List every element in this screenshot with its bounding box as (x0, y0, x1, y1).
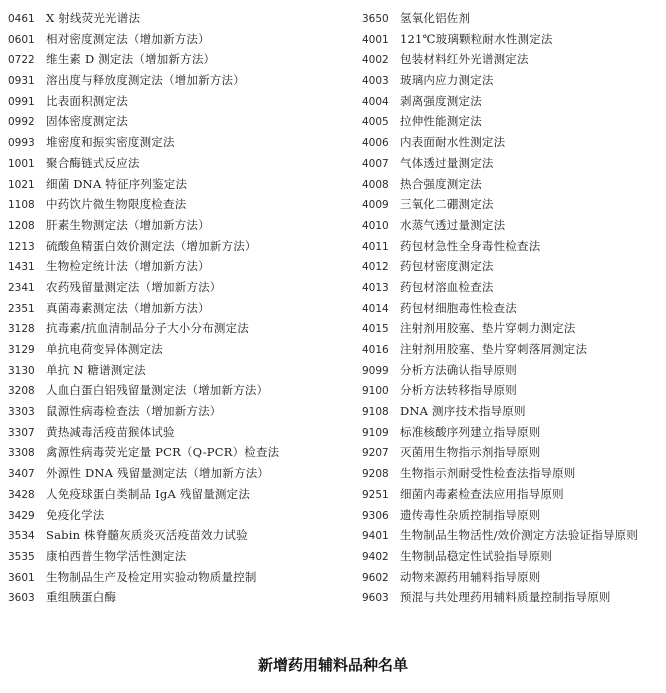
list-item (8, 318, 358, 339)
list-item (362, 422, 662, 443)
item-name: 抗毒素/抗血清制品分子大小分布测定法 (46, 321, 249, 336)
item-code: 3129 (8, 344, 35, 356)
item-code: 3603 (8, 592, 35, 605)
item-name: 肝素生物测定法（增加新方法） (46, 217, 210, 232)
list-item (8, 587, 358, 608)
item-code: 9603 (362, 592, 389, 605)
item-code: 3428 (8, 488, 35, 501)
list-item (362, 8, 662, 29)
item-name: 药包材细胞毒性检查法 (400, 300, 517, 315)
item-name: 农药残留量测定法（增加新方法） (46, 279, 222, 294)
item-code: 4010 (362, 219, 389, 232)
item-name: 剥离强度测定法 (400, 93, 482, 108)
list-item (8, 70, 358, 91)
item-name: 预混与共处理药用辅料质量控制指导原则 (400, 590, 611, 605)
item-name: 药包材溶血检查法 (400, 279, 494, 294)
item-name: 药包材密度测定法 (400, 259, 494, 274)
item-name: 人血白蛋白铝残留量测定法（增加新方法） (46, 383, 269, 398)
item-name: 黄热减毒活疫苗猴体试验 (46, 424, 175, 439)
item-code: 3303 (8, 406, 35, 419)
item-name: 水蒸气透过量测定法 (400, 217, 506, 232)
item-code: 3650 (362, 13, 389, 25)
list-item (362, 442, 662, 463)
item-code: 0991 (8, 95, 35, 108)
item-name: 包装材料红外光谱测定法 (400, 52, 529, 67)
item-code: 0722 (8, 54, 35, 67)
item-name: 免疫化学法 (46, 507, 105, 522)
list-item (362, 360, 662, 381)
list-item (8, 215, 358, 236)
list-item (362, 132, 662, 153)
item-name: 硫酸鱼精蛋白效价测定法（增加新方法） (46, 238, 257, 253)
item-name: 相对密度测定法（增加新方法） (46, 31, 210, 46)
item-code: 3128 (8, 323, 35, 336)
list-item (8, 174, 358, 195)
list-item (362, 505, 662, 526)
list-item (362, 277, 662, 298)
item-name: 康柏西普生物学活性测定法 (46, 548, 187, 563)
item-code: 3407 (8, 468, 35, 481)
list-item (8, 339, 358, 360)
list-item (362, 174, 662, 195)
item-name: 注射剂用胶塞、垫片穿刺落屑测定法 (400, 342, 588, 356)
item-code: 1208 (8, 219, 35, 232)
item-name: DNA 测序技术指导原则 (400, 404, 526, 419)
list-item (8, 463, 358, 484)
list-item (8, 360, 358, 381)
list-item (8, 525, 358, 546)
item-name: 鼠源性病毒检查法（增加新方法） (46, 404, 222, 419)
item-name: 固体密度测定法 (46, 114, 128, 129)
list-item (8, 505, 358, 526)
item-name: 内表面耐水性测定法 (400, 135, 506, 150)
item-name: 真菌毒素测定法（增加新方法） (46, 300, 210, 315)
item-code: 4011 (362, 240, 389, 253)
list-item (8, 91, 358, 112)
item-code: 4012 (362, 261, 389, 274)
item-name: 气体透过量测定法 (400, 155, 494, 170)
item-code: 4005 (362, 116, 389, 129)
list-item (8, 484, 358, 505)
item-code: 4008 (362, 178, 389, 191)
item-code: 4007 (362, 157, 389, 170)
item-code: 3308 (8, 447, 35, 460)
item-code: 4003 (362, 75, 389, 88)
list-item (8, 8, 358, 29)
item-name: 药包材急性全身毒性检查法 (400, 238, 541, 253)
item-name: 分析方法确认指导原则 (400, 362, 517, 377)
item-code: 3307 (8, 426, 35, 439)
list-item (362, 380, 662, 401)
item-code: 4015 (362, 323, 389, 336)
item-name: 中药饮片微生物限度检查法 (46, 197, 187, 212)
list-item (362, 256, 662, 277)
item-name: 拉伸性能测定法 (400, 114, 482, 129)
list-item (8, 153, 358, 174)
item-code: 1001 (8, 157, 35, 170)
item-code: 4014 (362, 302, 389, 315)
item-code: 9208 (362, 468, 389, 481)
item-name: 121℃玻璃颗粒耐水性测定法 (400, 31, 553, 46)
list-item (362, 49, 662, 70)
item-name: 氢氧化铝佐剂 (400, 11, 471, 25)
item-code: 9109 (362, 426, 389, 439)
item-name: 分析方法转移指导原则 (400, 383, 517, 398)
item-name: 注射剂用胶塞、垫片穿刺力测定法 (400, 321, 576, 336)
item-name: 热合强度测定法 (400, 176, 482, 191)
list-item (362, 546, 662, 567)
item-code: 9207 (362, 447, 389, 460)
list-item (8, 194, 358, 215)
item-code: 9401 (362, 530, 389, 543)
list-item (362, 484, 662, 505)
list-item (362, 587, 662, 608)
item-name: 重组胰蛋白酶 (46, 590, 117, 605)
item-code: 4001 (362, 33, 389, 46)
list-item (8, 442, 358, 463)
list-item (8, 298, 358, 319)
item-code: 0461 (8, 13, 35, 25)
list-item (362, 236, 662, 257)
list-item (362, 318, 662, 339)
image-caption: 新增药用辅料品种名单 (257, 656, 408, 674)
item-name: 比表面积测定法 (46, 93, 128, 108)
item-name: 玻璃内应力测定法 (400, 73, 494, 88)
item-code: 4002 (362, 54, 389, 67)
item-code: 3534 (8, 530, 35, 543)
item-code: 0993 (8, 137, 35, 150)
list-item (362, 401, 662, 422)
item-code: 3429 (8, 509, 35, 522)
item-code: 3208 (8, 385, 35, 398)
list-item (362, 298, 662, 319)
list-item (8, 422, 358, 443)
item-name: 维生素 D 测定法（增加新方法） (46, 52, 216, 67)
list-item (362, 215, 662, 236)
item-name: 动物来源药用辅料指导原则 (400, 569, 541, 584)
list-item (8, 401, 358, 422)
item-name: 三氧化二硼测定法 (400, 197, 494, 212)
list-item (8, 29, 358, 50)
item-code: 0601 (8, 33, 35, 46)
list-item (8, 546, 358, 567)
item-code: 1431 (8, 261, 35, 274)
list-item (362, 567, 662, 588)
item-name: 细菌内毒素检查法应用指导原则 (400, 486, 564, 501)
item-name: Sabin 株脊髓灰质炎灭活疫苗效力试验 (46, 528, 248, 543)
item-name: 堆密度和振实密度测定法 (46, 135, 175, 150)
item-name: 标准核酸序列建立指导原则 (400, 424, 541, 439)
item-name: 灭菌用生物指示剂指导原则 (400, 445, 541, 460)
item-name: 细菌 DNA 特征序列鉴定法 (46, 176, 188, 191)
list-item (8, 236, 358, 257)
list-item (362, 339, 662, 360)
list-item (362, 463, 662, 484)
list-item (8, 132, 358, 153)
item-name: 禽源性病毒荧光定量 PCR（Q-PCR）检查法 (46, 445, 280, 460)
item-code: 2341 (8, 281, 35, 294)
item-name: 生物制品生物活性/效价测定方法验证指导原则 (400, 528, 639, 543)
item-code: 3601 (8, 571, 35, 584)
item-code: 9108 (362, 406, 389, 419)
list-item (8, 380, 358, 401)
item-name: 聚合酶链式反应法 (46, 155, 140, 170)
item-code: 3535 (8, 550, 35, 563)
item-name: 单抗电荷变异体测定法 (46, 342, 163, 356)
item-code: 0992 (8, 116, 35, 129)
item-name: 人免疫球蛋白类制品 IgA 残留量测定法 (46, 486, 251, 501)
item-code: 9100 (362, 385, 389, 398)
right-column-list (362, 8, 662, 608)
list-item (362, 91, 662, 112)
list-item (362, 29, 662, 50)
item-code: 9602 (362, 571, 389, 584)
list-item (362, 153, 662, 174)
list-item (8, 256, 358, 277)
list-item (362, 70, 662, 91)
item-name: 外源性 DNA 残留量测定法（增加新方法） (46, 466, 270, 481)
item-code: 4016 (362, 344, 389, 356)
item-name: 生物指示剂耐受性检查法指导原则 (400, 466, 576, 481)
item-code: 0931 (8, 75, 35, 88)
item-name: 溶出度与释放度测定法（增加新方法） (46, 73, 245, 88)
item-code: 9306 (362, 509, 389, 522)
item-code: 4004 (362, 95, 389, 108)
item-code: 3130 (8, 364, 35, 377)
item-name: X 射线荧光光谱法 (46, 11, 141, 25)
item-name: 生物制品生产及检定用实验动物质量控制 (46, 569, 257, 584)
item-code: 9402 (362, 550, 389, 563)
list-item (362, 525, 662, 546)
list-item (8, 49, 358, 70)
left-column-list (8, 8, 358, 608)
item-code: 2351 (8, 302, 35, 315)
list-item (362, 194, 662, 215)
item-code: 1213 (8, 240, 35, 253)
item-code: 4013 (362, 281, 389, 294)
item-code: 9251 (362, 488, 389, 501)
item-code: 4009 (362, 199, 389, 212)
item-code: 4006 (362, 137, 389, 150)
list-item (8, 277, 358, 298)
list-item (8, 567, 358, 588)
item-name: 遗传毒性杂质控制指导原则 (400, 507, 541, 522)
item-name: 生物检定统计法（增加新方法） (46, 259, 210, 274)
list-item (8, 111, 358, 132)
item-code: 1021 (8, 178, 35, 191)
item-code: 1108 (8, 199, 35, 212)
list-item (362, 111, 662, 132)
item-code: 9099 (362, 364, 389, 377)
item-name: 生物制品稳定性试验指导原则 (400, 548, 553, 563)
item-name: 单抗 N 糖谱测定法 (46, 362, 146, 377)
